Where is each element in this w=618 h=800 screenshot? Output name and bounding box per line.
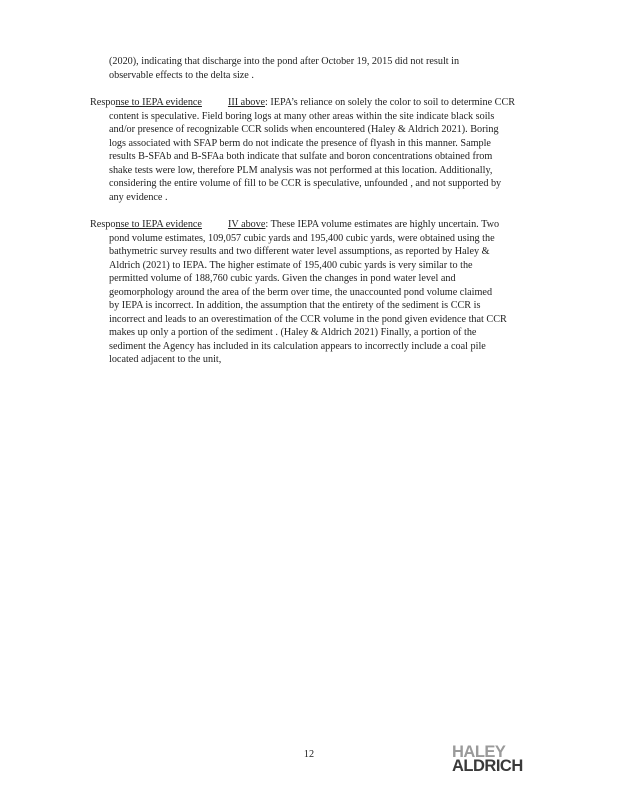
body-text-line: Aldrich (2021) to IEPA. The higher estimate of 195,400 cubic yards is very similar to the xyxy=(109,260,473,271)
body-text-line: (2020), indicating that discharge into the pond after October 19, 2015 did not result in xyxy=(109,56,460,67)
response-label-prefix: Respo xyxy=(90,219,116,230)
response-label-number: III above xyxy=(227,97,266,108)
body-text-line: any evidence . xyxy=(109,192,168,203)
response-label-iv xyxy=(90,218,499,232)
body-text-line: by IEPA is incorrect. In addition, the assumption that the entirety of the sediment is CCR is xyxy=(109,300,481,311)
logo-top-text: HALEY xyxy=(452,743,506,761)
body-text-line: logs associated with SFAP berm do not indicate the presence of flyash in this manner. Sample xyxy=(109,138,491,149)
response-label-continuation: : These IEPA volume estimates are highly uncertain. Two xyxy=(265,219,500,230)
page-number: 12 xyxy=(303,749,315,760)
logo-bottom-text: ALDRICH xyxy=(452,757,523,775)
body-text-line: bathymetric survey results and two different water level assumptions, as reported by Haley & xyxy=(109,246,490,257)
body-text-line: makes up only a portion of the sediment . (Haley & Aldrich 2021) Finally, a portion of the xyxy=(109,327,477,338)
response-label-continuation: : IEPA’s reliance on solely the color to soil to determine CCR xyxy=(265,97,516,108)
response-label-iii xyxy=(90,96,515,110)
body-text-line: and/or presence of recognizable CCR solids when encountered (Haley & Aldrich 2021). Boring xyxy=(109,124,499,135)
body-text-line: sediment the Agency has included in its calculation appears to incorrectly include a coal pile xyxy=(109,341,486,352)
response-label-text: nse to IEPA evidence xyxy=(115,219,202,230)
body-text-line: content is speculative. Field boring logs at many other areas within the site indicate black soils xyxy=(109,111,495,122)
haley-aldrich-logo xyxy=(452,745,548,773)
response-label-prefix: Respo xyxy=(90,97,116,108)
body-text-line: located adjacent to the unit, xyxy=(109,354,222,365)
body-text-line: pond volume estimates, 109,057 cubic yards and 195,400 cubic yards, were obtained using the xyxy=(109,233,495,244)
body-text-line: shake tests were low, therefore PLM analysis was not performed at this location. Additionally, xyxy=(109,165,493,176)
response-label-text: nse to IEPA evidence xyxy=(115,97,202,108)
response-label-number: IV above xyxy=(227,219,266,230)
body-text-line: results B-SFAb and B-SFAa both indicate that sulfate and boron concentrations obtained from xyxy=(109,151,493,162)
body-text-line: geomorphology around the area of the berm over time, the unaccounted pond volume claimed xyxy=(109,287,493,298)
body-text-line: observable effects to the delta size . xyxy=(109,70,254,81)
body-text-line: considering the entire volume of fill to be CCR is speculative, unfounded , and not supported by xyxy=(109,178,502,189)
body-text-line: incorrect and leads to an overestimation of the CCR volume in the pond given evidence that CCR xyxy=(109,314,507,325)
body-text-line: permitted volume of 188,760 cubic yards. Given the changes in pond water level and xyxy=(109,273,456,284)
